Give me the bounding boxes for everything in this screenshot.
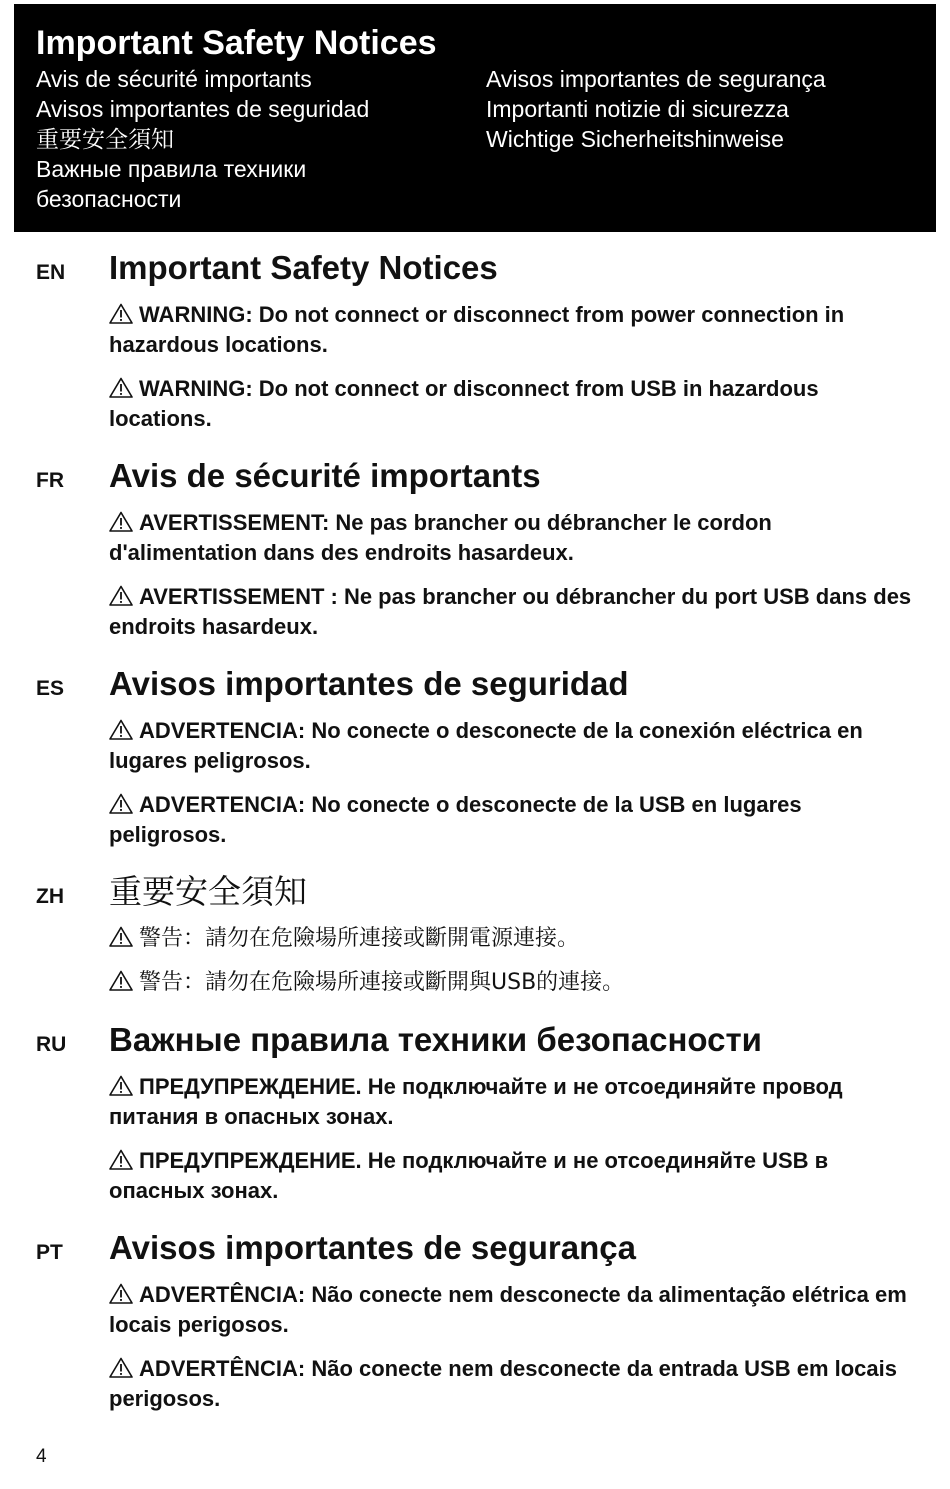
banner-line: Avisos importantes de segurança [486, 66, 826, 92]
language-code: PT [36, 1241, 63, 1264]
section-es [0, 662, 950, 850]
page-number: 4 [36, 1446, 47, 1467]
warning-text: ADVERTÊNCIA: Não conecte nem desconecte da entrada USB em locais perigosos. [109, 1356, 897, 1411]
warning-triangle-icon [109, 511, 133, 532]
warning-triangle-icon [109, 1283, 133, 1304]
section-heading: Avisos importantes de segurança [109, 1229, 636, 1266]
warning-notice [109, 790, 919, 850]
warning-text: WARNING: Do not connect or disconnect from USB in hazardous locations. [109, 376, 819, 431]
section-fr [0, 454, 950, 642]
warning-text: 警告：請勿在危險場所連接或斷開電源連接。 [139, 926, 580, 951]
language-code: ES [36, 677, 65, 700]
warning-notice [109, 508, 919, 568]
language-code: ZH [36, 885, 64, 908]
banner-title: Important Safety Notices [36, 24, 437, 62]
header-banner [14, 4, 936, 232]
language-code: EN [36, 261, 66, 284]
warning-triangle-icon [109, 1075, 133, 1096]
warning-notice [109, 924, 919, 954]
banner-line: безопасности [36, 186, 182, 212]
warning-text: AVERTISSEMENT : Ne pas brancher ou débrancher du port USB dans des endroits hasardeux. [109, 584, 912, 639]
warning-notice [109, 300, 919, 360]
banner-line: 重要安全須知 [36, 126, 174, 152]
warning-triangle-icon [109, 719, 133, 740]
banner-line: Важные правила техники [36, 156, 307, 182]
warning-triangle-icon [109, 377, 133, 398]
warning-text: WARNING: Do not connect or disconnect from power connection in hazardous locations. [109, 302, 845, 357]
banner-left-column [36, 64, 486, 214]
banner-line: Wichtige Sicherheitshinweise [486, 126, 784, 152]
section-heading: Avisos importantes de seguridad [109, 665, 629, 702]
warning-notice [109, 1146, 919, 1206]
warning-text: ПРЕДУПРЕЖДЕНИЕ. Не подключайте и не отсоединяйте USB в опасных зонах. [109, 1148, 829, 1203]
warning-notice [109, 968, 919, 998]
warning-text: ADVERTENCIA: No conecte o desconecte de la USB en lugares peligrosos. [109, 792, 802, 847]
warning-triangle-icon [109, 926, 133, 947]
warning-notice [109, 716, 919, 776]
warning-triangle-icon [109, 303, 133, 324]
section-zh [0, 870, 950, 998]
warning-triangle-icon [109, 1357, 133, 1378]
warning-text: ПРЕДУПРЕЖДЕНИЕ. Не подключайте и не отсоединяйте провод питания в опасных зонах. [109, 1074, 843, 1129]
warning-text: 警告：請勿在危險場所連接或斷開與USB的連接。 [139, 970, 625, 995]
language-code: FR [36, 469, 64, 492]
warning-triangle-icon [109, 1149, 133, 1170]
warning-notice [109, 582, 919, 642]
warning-notice [109, 1072, 919, 1132]
warning-triangle-icon [109, 793, 133, 814]
banner-line: Avisos importantes de seguridad [36, 96, 370, 122]
section-heading: Important Safety Notices [109, 249, 498, 286]
banner-line: Avis de sécurité importants [36, 66, 312, 92]
banner-line: Importanti notizie di sicurezza [486, 96, 789, 122]
section-pt [0, 1226, 950, 1414]
section-heading: Avis de sécurité importants [109, 457, 541, 494]
language-sections [0, 246, 950, 1434]
banner-right-column [486, 64, 936, 214]
warning-notice [109, 1280, 919, 1340]
warning-notice [109, 1354, 919, 1414]
warning-text: ADVERTÊNCIA: Não conecte nem desconecte da alimentação elétrica em locais perigosos. [109, 1282, 907, 1337]
section-heading: Важные правила техники безопасности [109, 1021, 762, 1058]
warning-triangle-icon [109, 585, 133, 606]
warning-text: ADVERTENCIA: No conecte o desconecte de la conexión eléctrica en lugares peligrosos. [109, 718, 863, 773]
section-en [0, 246, 950, 434]
warning-notice [109, 374, 919, 434]
section-heading: 重要安全須知 [109, 872, 307, 911]
warning-triangle-icon [109, 970, 133, 991]
section-ru [0, 1018, 950, 1206]
language-code: RU [36, 1033, 67, 1056]
warning-text: AVERTISSEMENT: Ne pas brancher ou débrancher le cordon d'alimentation dans des endroits hasardeux. [109, 510, 772, 565]
